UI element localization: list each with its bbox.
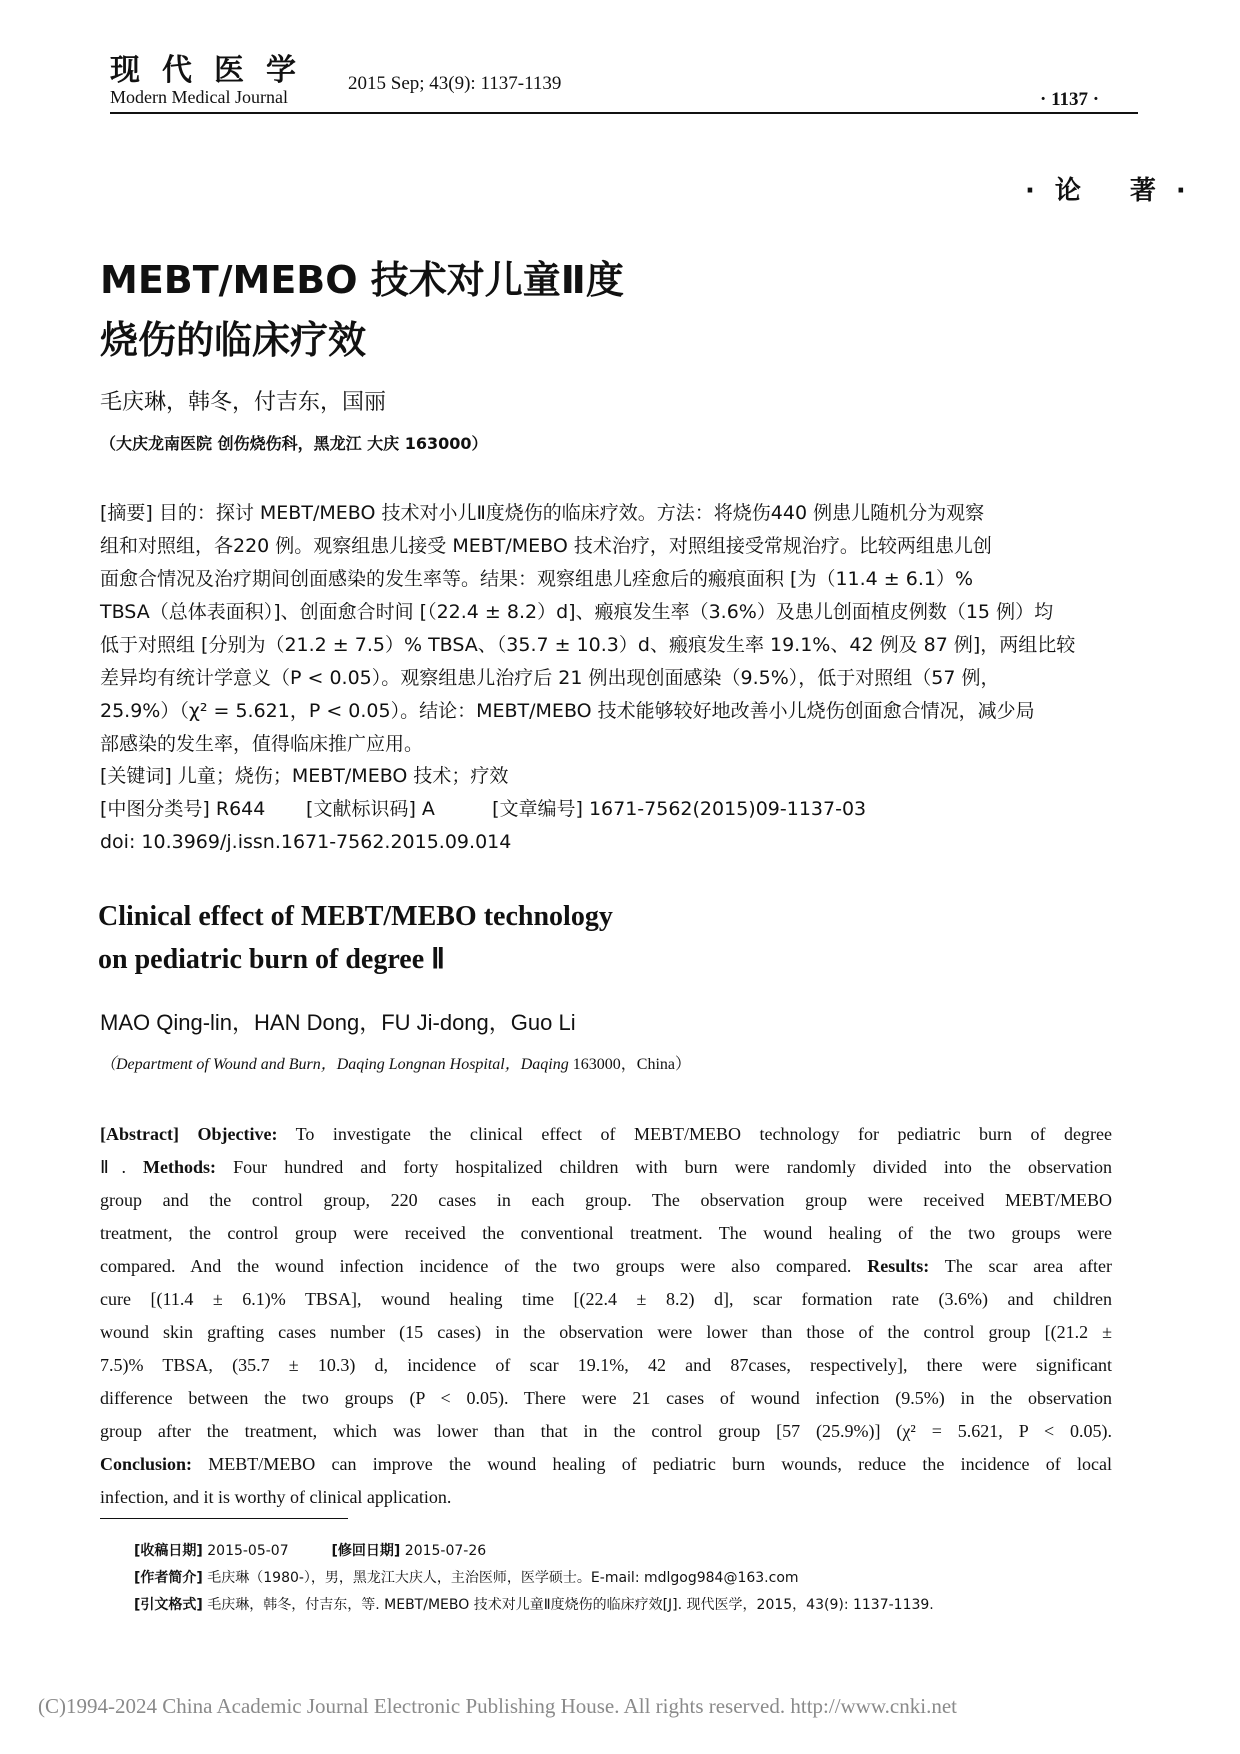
revised-date: 2015-07-26 bbox=[404, 1543, 487, 1559]
abstract-en-line: treatment, the control group were received the conventional treatment. The wound healing of the two groups were bbox=[100, 1223, 1112, 1243]
page-number: · 1137 · bbox=[1040, 89, 1100, 110]
abstract-en-line bbox=[100, 1118, 1112, 1151]
citation-label: [引文格式] bbox=[134, 1597, 203, 1613]
abstract-en-line: cure [(11.4 ± 6.1)% TBSA], wound healing time [(22.4 ± 8.2) d], scar formation rate (3.6%) and children bbox=[100, 1289, 1112, 1309]
title-en bbox=[98, 895, 613, 981]
title-en-line2: on pediatric burn of degree Ⅱ bbox=[98, 944, 445, 975]
citation-text: 毛庆琳，韩冬，付吉东，等. MEBT/MEBO 技术对儿童Ⅱ度烧伤的临床疗效[J]. 现代医学，2015，43(9): 1137-1139. bbox=[207, 1597, 934, 1613]
title-cn-line1: MEBT/MEBO 技术对儿童Ⅱ度 bbox=[100, 258, 624, 302]
issue-info: 2015 Sep; 43(9): 1137-1139 bbox=[348, 73, 562, 94]
degree-numeral: Ⅱ. bbox=[100, 1157, 126, 1177]
abstract-cn-line: 组和对照组，各220 例。观察组患儿接受 MEBT/MEBO 技术治疗，对照组接受常规治疗。比较两组患儿创 bbox=[100, 535, 992, 557]
document-code: [文献标识码] A bbox=[306, 798, 435, 820]
objective-text: To investigate the clinical effect of MEBT/MEBO technology for pediatric burn of degree bbox=[295, 1124, 1112, 1144]
abstract-en-line: infection, and it is worthy of clinical application. bbox=[100, 1487, 452, 1507]
doi: doi: 10.3969/j.issn.1671-7562.2015.09.014 bbox=[100, 831, 512, 853]
title-cn-line2: 烧伤的临床疗效 bbox=[100, 318, 367, 362]
header-rule bbox=[110, 112, 1138, 114]
abstract-en-line bbox=[100, 1250, 1112, 1283]
objective-label: Objective: bbox=[197, 1124, 278, 1144]
clc-number: [中图分类号] R644 bbox=[100, 798, 266, 820]
section-label: ·论 著· bbox=[1025, 176, 1206, 206]
article-number: [文章编号] 1671-7562(2015)09-1137-03 bbox=[492, 798, 867, 820]
affiliation-en-city: 163000，China） bbox=[572, 1056, 691, 1073]
methods-text-end: compared. And the wound infection incidence of the two groups were also compared. bbox=[100, 1256, 852, 1276]
abstract-en bbox=[100, 1118, 1112, 1514]
conclusion-text: MEBT/MEBO can improve the wound healing of pediatric burn wounds, reduce the incidence of local bbox=[208, 1454, 1112, 1474]
abstract-cn-line: 差异均有统计学意义（P < 0.05）。观察组患儿治疗后 21 例出现创面感染（9.5%），低于对照组（57 例， bbox=[100, 667, 1000, 689]
authors-en: MAO Qing-lin，HAN Dong，FU Ji-dong，Guo Li bbox=[100, 1010, 576, 1035]
abstract-en-line: wound skin grafting cases number (15 cases) in the observation were lower than those of the control group [(21.2 ± bbox=[100, 1322, 1112, 1342]
abstract-label: [Abstract] bbox=[100, 1124, 179, 1144]
title-en-line1: Clinical effect of MEBT/MEBO technology bbox=[98, 901, 613, 932]
meta-cn bbox=[100, 760, 866, 859]
journal-name-en: Modern Medical Journal bbox=[110, 87, 288, 107]
journal-name-cn: 现代医学 bbox=[110, 53, 318, 88]
results-text-start: The scar area after bbox=[944, 1256, 1112, 1276]
results-label: Results: bbox=[867, 1256, 930, 1276]
abstract-en-line: group and the control group, 220 cases in each group. The observation group were received MEBT/MEBO bbox=[100, 1190, 1112, 1210]
methods-label: Methods: bbox=[143, 1157, 217, 1177]
received-label: [收稿日期] bbox=[134, 1543, 203, 1559]
copyright-watermark: (C)1994-2024 China Academic Journal Electronic Publishing House. All rights reserved. http://www.cnki.net bbox=[38, 1694, 957, 1718]
abstract-cn-line: 面愈合情况及治疗期间创面感染的发生率等。结果：观察组患儿痊愈后的瘢痕面积 [为（11.4 ± 6.1）% bbox=[100, 568, 974, 590]
author-note-label: [作者简介] bbox=[134, 1570, 203, 1586]
abstract-cn-line: [摘要] 目的：探讨 MEBT/MEBO 技术对小儿Ⅱ度烧伤的临床疗效。方法：将烧伤440 例患儿随机分为观察 bbox=[100, 502, 985, 524]
abstract-cn-line: 低于对照组 [分别为（21.2 ± 7.5）% TBSA、（35.7 ± 10.3）d、瘢痕发生率 19.1%、42 例及 87 例]，两组比较 bbox=[100, 634, 1076, 656]
conclusion-label: Conclusion: bbox=[100, 1454, 193, 1474]
keywords-cn: [关键词] 儿童；烧伤；MEBT/MEBO 技术；疗效 bbox=[100, 765, 509, 787]
abstract-en-line bbox=[100, 1448, 1112, 1481]
abstract-en-line: difference between the two groups (P < 0.05). There were 21 cases of wound infection (9.5%) in the observation bbox=[100, 1388, 1112, 1408]
affiliation-en-dept: （Department of Wound and Burn，Daqing Longnan Hospital，Daqing bbox=[100, 1056, 569, 1073]
title-cn bbox=[100, 250, 624, 370]
abstract-cn-line: 25.9%）（χ² = 5.621，P < 0.05）。结论：MEBT/MEBO 技术能够较好地改善小儿烧伤创面愈合情况，减少局 bbox=[100, 700, 1035, 722]
abstract-cn bbox=[100, 497, 1112, 761]
abstract-cn-line: 部感染的发生率，值得临床推广应用。 bbox=[100, 733, 424, 755]
abstract-en-line: 7.5)% TBSA, (35.7 ± 10.3) d, incidence of scar 19.1%, 42 and 87cases, respectively], there were significant bbox=[100, 1355, 1112, 1375]
author-note-text: 毛庆琳（1980-），男，黑龙江大庆人，主治医师，医学硕士。E-mail: mdlgog984@163.com bbox=[207, 1570, 799, 1586]
revised-label: [修回日期] bbox=[331, 1543, 401, 1559]
affiliation-cn: （大庆龙南医院 创伤烧伤科，黑龙江 大庆 163000） bbox=[100, 434, 488, 453]
citation-format bbox=[134, 1592, 934, 1619]
methods-text: Four hundred and forty hospitalized children with burn were randomly divided into the observation bbox=[233, 1157, 1113, 1177]
author-note bbox=[134, 1565, 934, 1592]
affiliation-en bbox=[100, 1057, 691, 1073]
dates-row bbox=[134, 1538, 934, 1565]
abstract-en-line bbox=[100, 1151, 1112, 1184]
footnotes bbox=[134, 1538, 934, 1619]
footnote-rule bbox=[100, 1518, 348, 1519]
abstract-cn-line: TBSA（总体表面积）]、创面愈合时间 [（22.4 ± 8.2）d]、瘢痕发生率（3.6%）及患儿创面植皮例数（15 例）均 bbox=[100, 601, 1054, 623]
received-date: 2015-05-07 bbox=[207, 1543, 289, 1559]
abstract-en-line: group after the treatment, which was lower than that in the control group [57 (25.9%)] (χ² = 5.621, P < 0.05). bbox=[100, 1421, 1112, 1441]
classification-row bbox=[100, 793, 866, 826]
authors-cn: 毛庆琳，韩冬，付吉东，国丽 bbox=[100, 390, 387, 415]
